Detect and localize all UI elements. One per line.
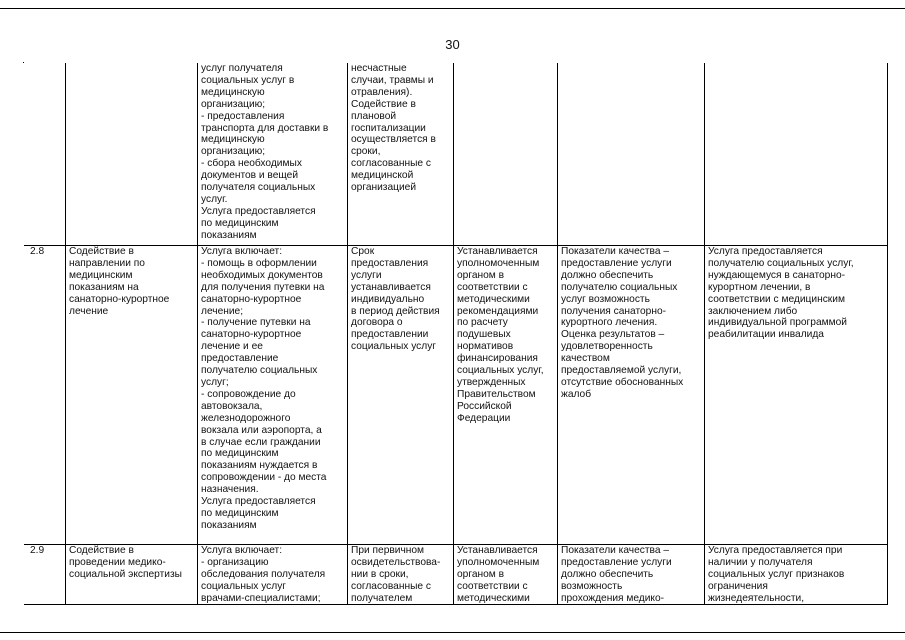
cell-conditions: Услуга предоставляется при наличии у получателя социальных услуг признаков ограничения жизнедеятельности, [705,545,888,605]
cell-norm: Устанавливается уполномоченным органом в соответствии с методическими рекомендациями по расчету подушевых нормативов финансирования социальных услуг, утвержденных Правительством Российской Федерации [454,246,558,545]
cell-norm: Устанавливается уполномоченным органом в соответствии с методическими [454,545,558,605]
page-number: 30 [445,37,460,52]
top-scan-edge [0,8,905,9]
cell-conditions: Услуга предоставляется получателю социальных услуг, нуждающемуся в санаторно- курортном лечении, в соответствии с медицинским заключением либо индивидуальной программой реабилитации инвалида [705,246,888,545]
bottom-scan-edge [0,632,905,633]
cell-service-term: Срок предоставления услуги устанавливается индивидуально в период действия договора о предоставлении социальных услуг [348,246,454,545]
cell-service-term: несчастные случаи, травмы и отравления). Содействие в плановой госпитализации осуществляется в сроки, согласованные с медицинской организацией [348,63,454,246]
cell-service-name [66,63,198,246]
cell-quality: Показатели качества – предоставление услуги должно обеспечить получателю социальных услуг возможность получения санаторно- курортного лечения. Оценка результатов – удовлетворенность качеством предоставляемой услуги, отсутствие обоснованных жалоб [558,246,705,545]
cell-norm [454,63,558,246]
cell-service-name: Содействие в направлении по медицинским показаниям на санаторно-курортное лечение [66,246,198,545]
cell-service-content: Услуга включает: - организацию обследования получателя социальных услуг врачами-специалистами; [198,545,348,605]
services-table [23,62,854,604]
cell-number: 2.8 [24,246,66,545]
cell-service-content: Услуга включает: - помощь в оформлении необходимых документов для получения путевки на санаторно-курортное лечение; - получение путевки на санаторно-курортное лечение и ее предоставление получателю социальных услуг; - сопровождение до автовокзала, железнодорожного вокзала или аэропорта, а в случае если граждании по медицинским показаниям нуждается в сопровождении - до места назначения. Услуга предоставляется по медицинским показаниям [198,246,348,545]
cell-service-term: При первичном освидетельствова- нии в сроки, согласованные с получателем [348,545,454,605]
cell-quality: Показатели качества – предоставление услуги должно обеспечить возможность прохождения медико- [558,545,705,605]
cell-number: 2.9 [24,545,66,605]
cell-conditions [705,63,888,246]
cell-quality [558,63,705,246]
cell-service-content: услуг получателя социальных услуг в медицинскую организацию; - предоставления транспорта для доставки в медицинскую организацию; - сбора необходимых документов и вещей получателя социальных услуг. Услуга предоставляется по медицинским показаниям [198,63,348,246]
cell-service-name: Содействие в проведении медико- социальной экспертизы [66,545,198,605]
cell-number [24,63,66,246]
